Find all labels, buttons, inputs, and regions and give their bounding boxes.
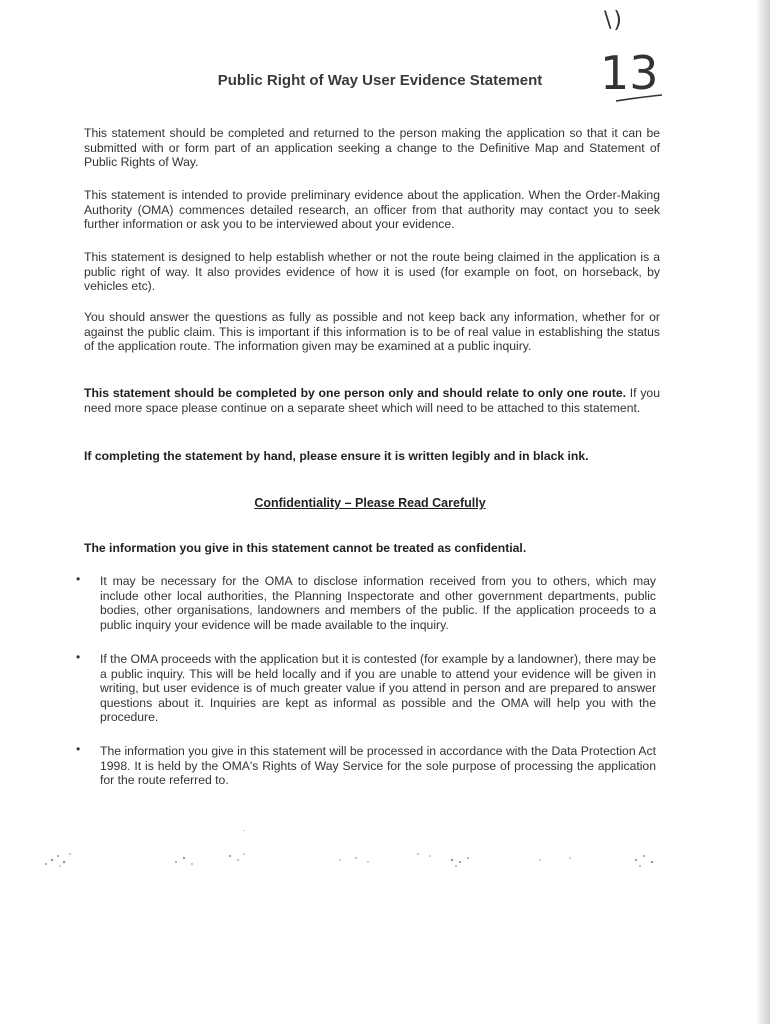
confidentiality-bullet-1: It may be necessary for the OMA to disclose information received from you to others, which may include other local authorities, the Planning Inspectorate and other government departments, public bodies, other organisations, landowners and members of the public. If the application proceeds to a public inquiry your evidence will be made available to the inquiry. [100, 574, 656, 632]
confidentiality-heading: Confidentiality – Please Read Carefully [254, 496, 486, 510]
one-person-paragraph [84, 386, 660, 415]
scan-noise [0, 830, 770, 890]
one-person-rest-text: If you need more space please continue on a separate sheet which will need to be attached to this statement. [84, 386, 660, 415]
intro-paragraph-2: This statement is intended to provide preliminary evidence about the application. When the Order-Making Authority (OMA) commences detailed research, an officer from that authority may contact you to seek further information or ask you to be interviewed about your evidence. [84, 188, 660, 231]
handwritten-page-number: 13 [600, 46, 659, 100]
confidentiality-bullet-2: If the OMA proceeds with the application but it is contested (for example by a landowner), there may be a public inquiry. This will be held locally and if you are unable to attend your evidence will be given in writing, but user evidence is of much greater value if you attend in person and are prepared to answer questions about it. Inquiries are kept as informal as possible and the OMA will help you with the procedure. [100, 652, 656, 724]
intro-paragraph-1: This statement should be completed and returned to the person making the application so that it can be submitted with or form part of an application seeking a change to the Definitive Map and Statement of Public Rights of Way. [84, 126, 660, 169]
confidentiality-lead: The information you give in this statement cannot be treated as confidential. [84, 541, 527, 555]
one-person-bold-text: This statement should be completed by one person only and should relate to only one route. [84, 386, 627, 400]
black-ink-note: If completing the statement by hand, please ensure it is written legibly and in black ink. [84, 449, 589, 463]
handwritten-mark: \) [604, 8, 624, 33]
confidentiality-bullet-3: The information you give in this statement will be processed in accordance with the Data Protection Act 1998. It is held by the OMA's Rights of Way Service for the sole purpose of processing the application for the route referred to. [100, 744, 656, 787]
bullet-marker: • [76, 650, 81, 664]
intro-paragraph-3: This statement is designed to help establish whether or not the route being claimed in the application is a public right of way. It also provides evidence of how it is used (for example on foot, on horseback, by vehicles etc). [84, 250, 660, 293]
intro-paragraph-4: You should answer the questions as fully as possible and not keep back any information, whether for or against the public claim. This is important if this information is to be of real value in establishing the status of the application route. The information given may be examined at a public inquiry. [84, 310, 660, 353]
bullet-marker: • [76, 572, 81, 586]
document-title: Public Right of Way User Evidence Statement [217, 72, 543, 89]
handwritten-underline [614, 92, 664, 104]
bullet-marker: • [76, 742, 81, 756]
